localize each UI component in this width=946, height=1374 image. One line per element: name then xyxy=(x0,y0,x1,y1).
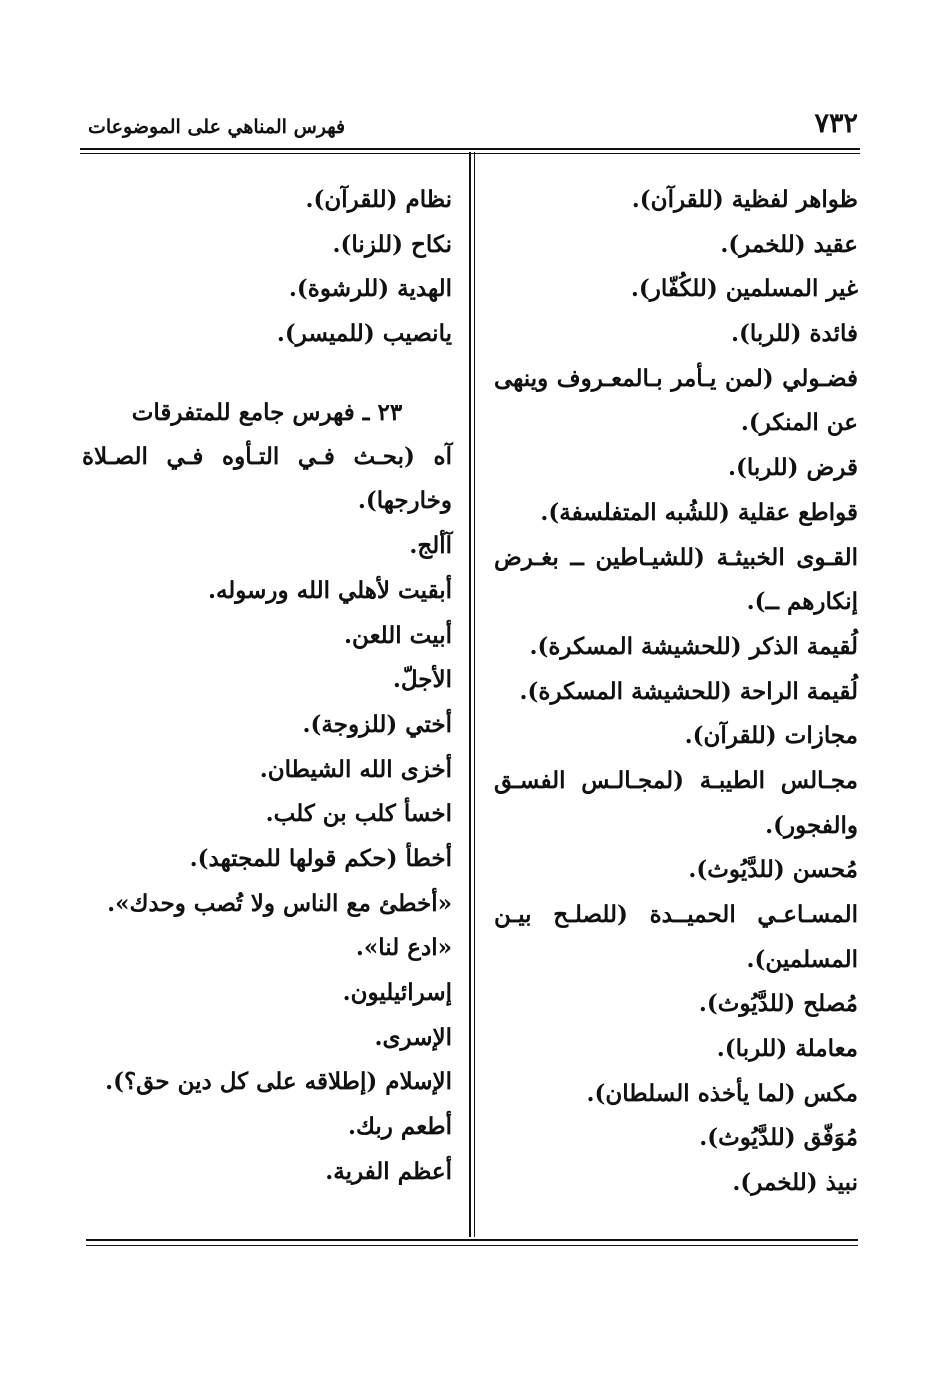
index-entry: فائدة (للربا). xyxy=(730,320,858,348)
index-entry: القـوى الخبيثـة (للشيـاطين ــ بغـرض xyxy=(494,543,858,571)
running-title: فهرس المناهي على الموضوعات xyxy=(88,116,346,138)
index-entry: نكاح (للزنا). xyxy=(332,230,452,258)
index-entry: الإسرى. xyxy=(374,1023,452,1051)
index-entry: مُحسن (للدَّيُوث). xyxy=(688,856,858,884)
index-entry: لُقيمة الراحة (للحشيشة المسكرة). xyxy=(519,677,858,705)
index-entry: مكس (لما يأخذه السلطان). xyxy=(586,1079,858,1107)
index-entry: أعظم الفرية. xyxy=(325,1157,452,1185)
page-header xyxy=(88,104,858,144)
index-entry: قواطع عقلية (للشُبه المتفلسفة). xyxy=(540,498,858,526)
index-entry: لُقيمة الذكر (للحشيشة المسكرة). xyxy=(529,632,858,660)
index-entry: أختي (للزوجة). xyxy=(302,710,452,738)
right-column xyxy=(494,178,858,1206)
index-entry: الهدية (للرشوة). xyxy=(288,275,452,303)
index-entry: ظواهر لفظية (للقرآن). xyxy=(631,186,858,213)
left-column xyxy=(82,178,452,1194)
column-divider xyxy=(469,152,471,1237)
index-entry: أبقيت لأهلي الله ورسوله. xyxy=(207,576,452,604)
index-entry: قرض (للربا). xyxy=(728,454,858,482)
index-entry: المسـاعـي الحميــدة (للصلـح بيـن xyxy=(494,901,858,928)
index-entry: الإسلام (إطلاقه على كل دين حق؟). xyxy=(105,1068,452,1096)
index-entry: عقيد (للخمر). xyxy=(720,230,858,258)
index-entry: مجازات (للقرآن). xyxy=(684,722,858,750)
index-entry: «أخطئ مع الناس ولا تُصب وحدك». xyxy=(107,889,452,917)
index-entry: يانصيب (للميسر). xyxy=(276,320,452,348)
index-entry: أطعم ربك. xyxy=(347,1113,452,1141)
index-entry: آألج. xyxy=(409,532,452,560)
index-entry: مُوَفّق (للدَّيُوث). xyxy=(699,1124,858,1152)
index-entry: اخسأ كلب بن كلب. xyxy=(265,800,452,828)
index-entry: غير المسلمين (للكُفّار). xyxy=(630,275,858,303)
index-entry: والفجور). xyxy=(765,811,858,839)
index-entry: أخطأ (حكم قولها للمجتهد). xyxy=(189,844,452,872)
index-entry: إنكارهم ــ). xyxy=(746,588,858,616)
index-entry: فضـولي (لمن يـأمر بـالمعـروف وينهى xyxy=(494,364,858,392)
page-number: ٧٣٢ xyxy=(814,108,858,139)
index-entry: نبيذ (للخمر). xyxy=(732,1169,858,1197)
index-entry: وخارجها). xyxy=(357,487,452,515)
index-entry: أخزى الله الشيطان. xyxy=(259,755,452,783)
section-title: ٢٣ ـ فهرس جامع للمتفرقات xyxy=(131,398,403,426)
column-divider-inner xyxy=(474,152,475,1237)
index-entry: «ادع لنا». xyxy=(355,934,452,962)
index-entry: نظام (للقرآن). xyxy=(305,186,452,213)
index-entry: مجـالس الطيبـة (لمجـالـس الفسـق xyxy=(494,766,858,794)
index-entry: معاملة (للربا). xyxy=(716,1035,858,1063)
footer-rule-bottom xyxy=(86,1245,858,1246)
index-entry: آه (بحـث فـي التـأوه فـي الصـلاة xyxy=(82,442,452,470)
header-rule-top xyxy=(80,148,860,150)
index-entry: عن المنكر). xyxy=(740,409,858,437)
index-entry: المسلمين). xyxy=(746,945,858,973)
footer-rule-top xyxy=(86,1239,858,1241)
index-entry: الأجلّ. xyxy=(392,666,452,694)
index-entry: مُصلح (للدَّيُوث). xyxy=(698,990,858,1018)
index-entry: أبيت اللعن. xyxy=(344,621,452,649)
section-spacer xyxy=(82,357,452,391)
index-entry: إسرائيليون. xyxy=(342,979,452,1006)
